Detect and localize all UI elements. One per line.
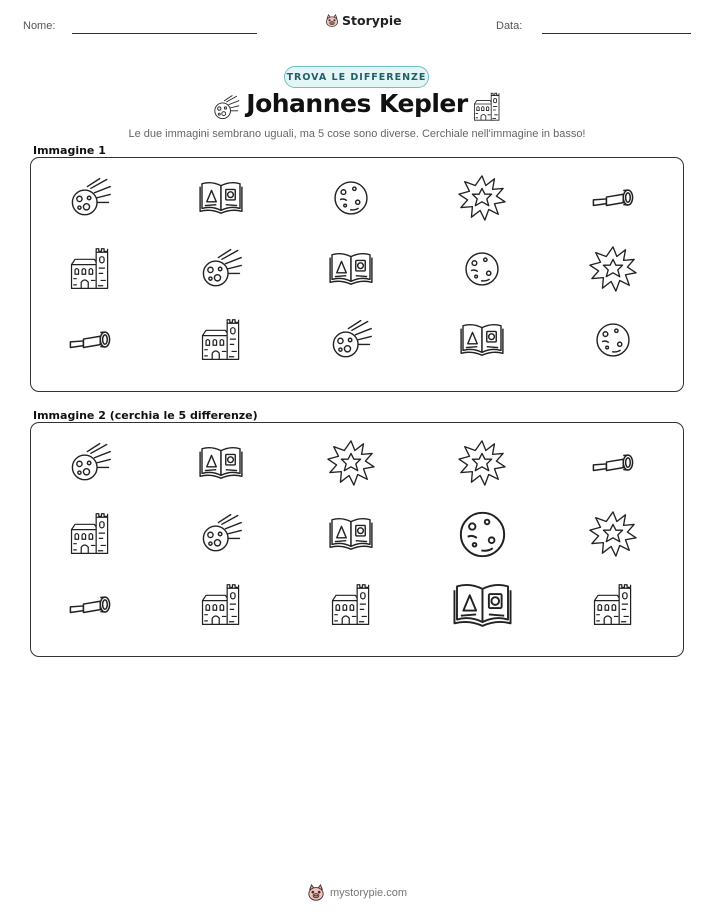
- grid-cell: [573, 501, 653, 567]
- grid-cell: [50, 501, 130, 567]
- castle-icon: [329, 583, 373, 627]
- telescope-icon: [589, 449, 637, 477]
- sun-icon: [589, 245, 637, 293]
- grid-cell: [311, 236, 391, 302]
- image2-panel[interactable]: [30, 422, 684, 657]
- castle-icon: [68, 247, 112, 291]
- grid-cell: [50, 572, 130, 638]
- grid-cell: [311, 501, 391, 567]
- grid-cell: [442, 430, 522, 496]
- image1-panel: [30, 157, 684, 392]
- castle-icon: [472, 92, 502, 122]
- grid-cell: [50, 236, 130, 302]
- grid-cell: [311, 307, 391, 373]
- comet-icon: [199, 512, 243, 556]
- grid-cell: [442, 236, 522, 302]
- castle-icon: [199, 318, 243, 362]
- book-icon: [197, 179, 245, 217]
- grid-cell: [442, 572, 522, 638]
- moon-icon: [592, 319, 634, 361]
- comet-icon: [68, 441, 112, 485]
- grid-cell: [311, 165, 391, 231]
- sun-icon: [458, 174, 506, 222]
- grid-cell: [573, 236, 653, 302]
- grid-cell: [181, 165, 261, 231]
- grid-cell: [50, 430, 130, 496]
- name-label: Nome:: [23, 20, 56, 32]
- date-line[interactable]: [542, 33, 691, 34]
- telescope-icon: [66, 326, 114, 354]
- grid-cell: [181, 572, 261, 638]
- moon-icon: [454, 506, 511, 563]
- grid-cell: [50, 307, 130, 373]
- book-icon: [327, 250, 375, 288]
- grid-cell: [181, 430, 261, 496]
- castle-icon: [68, 512, 112, 556]
- grid-cell: [311, 430, 391, 496]
- brand-logo: [325, 13, 402, 28]
- grid-cell: [181, 501, 261, 567]
- pig-mascot-icon: [307, 884, 325, 902]
- castle-icon: [199, 583, 243, 627]
- date-label: Data:: [496, 20, 523, 32]
- moon-icon: [330, 177, 372, 219]
- pig-mascot-icon: [325, 14, 339, 28]
- comet-icon: [329, 318, 373, 362]
- grid-cell: [442, 165, 522, 231]
- grid-cell: [573, 307, 653, 373]
- comet-icon: [68, 176, 112, 220]
- activity-badge: TROVA LE DIFFERENZE: [284, 66, 429, 88]
- image1-label: Immagine 1: [33, 144, 106, 157]
- footer-url[interactable]: mystorypie.com: [329, 887, 408, 899]
- telescope-icon: [589, 184, 637, 212]
- grid-cell: [311, 572, 391, 638]
- sun-icon: [458, 439, 506, 487]
- castle-icon: [591, 583, 635, 627]
- page-title: Johannes Kepler: [246, 89, 468, 118]
- sun-icon: [589, 510, 637, 558]
- book-icon: [458, 321, 506, 359]
- book-icon: [197, 444, 245, 482]
- grid-cell: [181, 307, 261, 373]
- grid-cell: [442, 501, 522, 567]
- grid-cell: [573, 572, 653, 638]
- instructions: Le due immagini sembrano uguali, ma 5 cose sono diverse. Cerchiale nell'immagine in basso!: [128, 128, 586, 140]
- grid-cell: [181, 236, 261, 302]
- name-line[interactable]: [72, 33, 257, 34]
- moon-icon: [461, 248, 503, 290]
- book-icon: [450, 580, 515, 631]
- comet-icon: [199, 247, 243, 291]
- grid-cell: [573, 430, 653, 496]
- telescope-icon: [66, 591, 114, 619]
- book-icon: [327, 515, 375, 553]
- grid-cell: [50, 165, 130, 231]
- sun-icon: [327, 439, 375, 487]
- image2-label: Immagine 2 (cerchia le 5 differenze): [33, 409, 258, 422]
- footer: [0, 884, 714, 902]
- grid-cell: [573, 165, 653, 231]
- grid-cell: [442, 307, 522, 373]
- brand-name: Storypie: [342, 13, 402, 28]
